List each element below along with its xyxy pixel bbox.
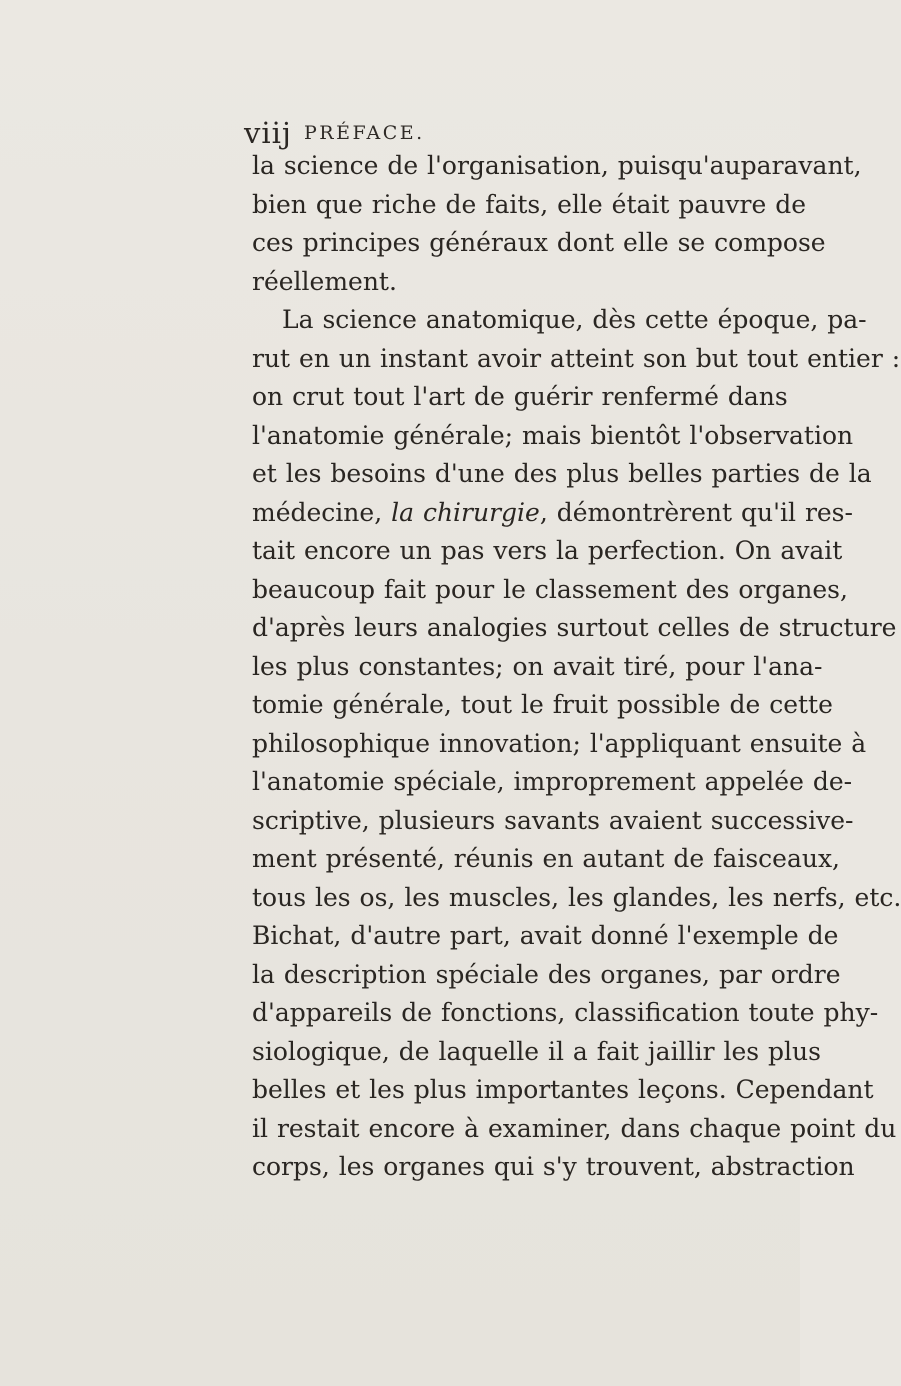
text-line: corps, les organes qui s'y trouvent, abstraction [252, 1152, 855, 1181]
text-line: d'après leurs analogies surtout celles de structure [252, 613, 897, 642]
text-line: les plus constantes; on avait tiré, pour l'ana- [252, 651, 823, 681]
text-line: bien que riche de faits, elle était pauvre de [252, 189, 807, 219]
text-line: belles et les plus importantes leçons. Cependant [252, 1075, 874, 1104]
text-segment: médecine, [252, 497, 392, 527]
text-line: rut en un instant avoir atteint son but tout entier : [252, 343, 901, 373]
text-line [252, 494, 853, 533]
text-line: beaucoup fait pour le classement des organes, [252, 574, 848, 604]
text-line: ces principes généraux dont elle se compose [252, 228, 826, 257]
text-line: on crut tout l'art de guérir renfermé dans [252, 382, 788, 411]
text-line: ment présenté, réunis en autant de faisceaux, [252, 844, 840, 873]
text-line: philosophique innovation; l'appliquant ensuite à [252, 728, 867, 758]
text-line: et les besoins d'une des plus belles parties de la [252, 459, 872, 488]
text-line: tait encore un pas vers la perfection. On avait [252, 536, 843, 565]
text-line: l'anatomie spéciale, improprement appelée de- [252, 767, 853, 796]
text-line: l'anatomie générale; mais bientôt l'observation [252, 420, 854, 450]
italic-term: la chirurgie [391, 497, 540, 527]
page-number: viij [244, 116, 292, 150]
text-line: la science de l'organisation, puisqu'auparavant, [252, 151, 862, 180]
text-line: d'appareils de fonctions, classification toute phy- [252, 998, 879, 1027]
text-line: siologique, de laquelle il a fait jaillir les plus [252, 1036, 821, 1066]
text-line: la description spéciale des organes, par ordre [252, 959, 841, 989]
running-title: PRÉFACE. [304, 122, 425, 144]
text-line: La science anatomique, dès cette époque, pa- [282, 305, 867, 334]
text-line: il restait encore à examiner, dans chaque point du [252, 1113, 897, 1143]
text-segment: , démontrèrent qu'il res- [539, 497, 853, 527]
text-line: scriptive, plusieurs savants avaient successive- [252, 805, 854, 835]
text-line: tomie générale, tout le fruit possible de cette [252, 690, 833, 719]
text-line: Bichat, d'autre part, avait donné l'exemple de [252, 921, 839, 950]
body-text [252, 147, 901, 1187]
text-line: tous les os, les muscles, les glandes, les nerfs, etc. [252, 882, 901, 912]
text-line: réellement. [252, 266, 397, 296]
